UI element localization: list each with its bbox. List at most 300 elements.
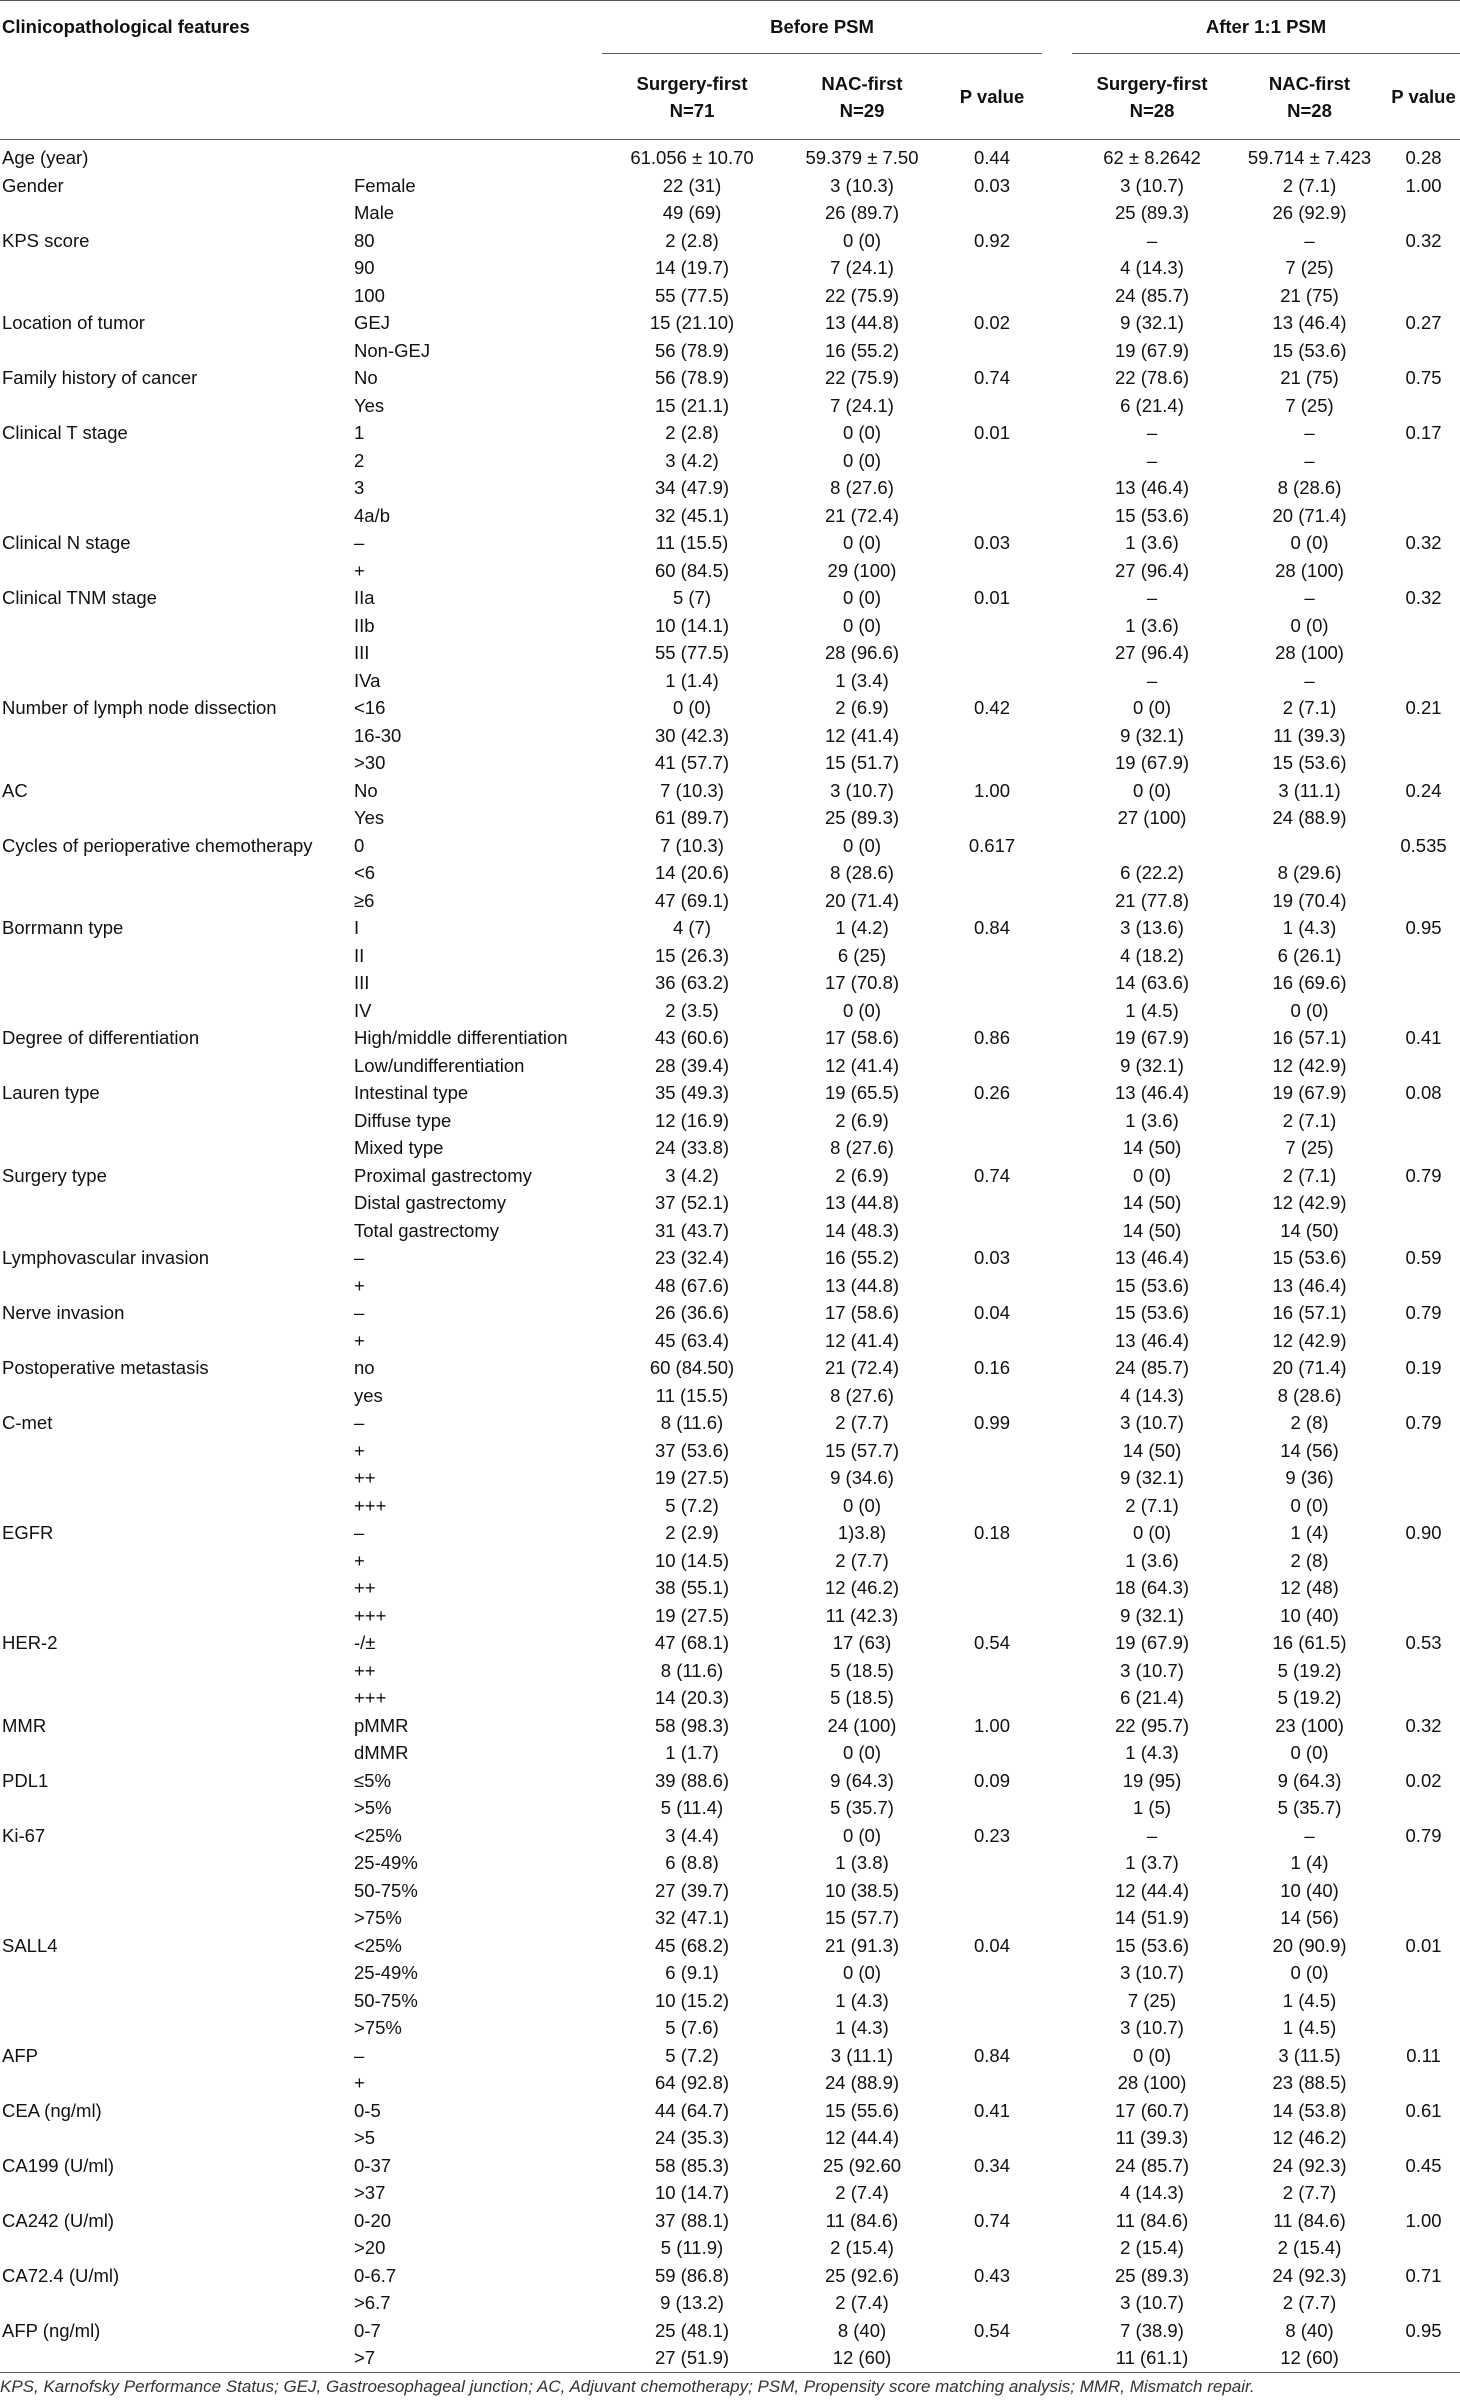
table-row xyxy=(0,722,1460,750)
surgery-first-after-cell: 24 (85.7) xyxy=(1114,2154,1190,2176)
nac-first-after-cell: 2 (8) xyxy=(1290,1549,1329,1571)
table-row xyxy=(0,859,1460,887)
surgery-first-after-cell xyxy=(1072,832,1232,860)
surgery-first-before-cell: 10 (14.5) xyxy=(654,1549,730,1571)
nac-first-before-cell: 1 (4.3) xyxy=(835,1989,889,2011)
p-value-before-cell: 0.99 xyxy=(974,1412,1011,1433)
surgery-first-after-cell: 3 (10.7) xyxy=(1120,174,1184,196)
feature-cell xyxy=(0,887,352,915)
feature-cell xyxy=(0,1547,352,1575)
p-value-before-cell xyxy=(942,2289,1042,2317)
surgery-first-before-cell: 2 (3.5) xyxy=(665,999,719,1021)
feature-column-header: Clinicopathological features xyxy=(2,16,250,37)
nac-first-after-cell: 15 (53.6) xyxy=(1272,339,1347,361)
nac-first-before-cell: 12 (41.4) xyxy=(824,1329,900,1351)
p-value-before-cell xyxy=(942,1602,1042,1630)
surgery-first-before-cell: 43 (60.6) xyxy=(654,1027,730,1048)
category-cell: 25-49% xyxy=(354,1962,418,1983)
surgery-first-after-cell: 21 (77.8) xyxy=(1114,889,1190,911)
p-value-before-cell: 0.18 xyxy=(974,1522,1011,1543)
nac-first-before-cell: 12 (41.4) xyxy=(824,724,900,746)
surgery-first-before-cell: 56 (78.9) xyxy=(654,339,730,361)
gap-cell xyxy=(1042,1437,1072,1465)
p-value-after-cell: 0.53 xyxy=(1405,1632,1442,1653)
table-row xyxy=(0,1767,1460,1795)
gap-cell xyxy=(1042,1189,1072,1217)
nac-first-before-cell: 15 (57.7) xyxy=(824,1439,900,1461)
nac-first-before-cell: 0 (0) xyxy=(842,532,882,553)
table-row xyxy=(0,1217,1460,1245)
gap-cell xyxy=(1042,1849,1072,1877)
nac-first-after-cell: 1 (4) xyxy=(1290,1852,1329,1873)
surgery-first-after-cell: 17 (60.7) xyxy=(1114,2099,1190,2121)
surgery-first-after-cell: – xyxy=(1146,422,1158,443)
p-value-before-cell: 0.74 xyxy=(974,1164,1011,1186)
feature-cell xyxy=(0,639,352,667)
gap-cell xyxy=(1042,2014,1072,2042)
p-value-after-cell: 0.08 xyxy=(1405,1082,1442,1103)
gap-cell xyxy=(1042,1244,1072,1272)
table-row xyxy=(0,1354,1460,1382)
nac-first-after-cell: 3 (11.5) xyxy=(1278,2044,1341,2066)
feature-cell: Family history of cancer xyxy=(2,367,198,388)
category-cell: >30 xyxy=(354,752,386,773)
nac-first-after-cell: 19 (67.9) xyxy=(1272,1082,1347,1103)
p-value-before-cell xyxy=(942,804,1042,832)
feature-cell xyxy=(0,282,352,310)
p-value-before-cell xyxy=(942,1849,1042,1877)
table-row xyxy=(0,1244,1460,1272)
nac-first-after-cell: 19 (70.4) xyxy=(1272,889,1347,911)
feature-cell: EGFR xyxy=(2,1522,54,1543)
nac-first-before-cell: 24 (88.9) xyxy=(824,2072,900,2093)
category-cell: >7 xyxy=(352,2344,602,2372)
category-cell: No xyxy=(354,779,378,801)
nac-first-before-cell: 12 (46.2) xyxy=(824,1577,900,1598)
p-value-before-cell xyxy=(942,997,1042,1025)
feature-cell xyxy=(0,1382,352,1410)
gap-cell xyxy=(1042,2234,1072,2262)
gap-cell xyxy=(1042,1217,1072,1245)
surgery-first-before-cell: 1 (1.7) xyxy=(665,1742,719,1763)
surgery-first-before-cell: 6 (9.1) xyxy=(665,1962,719,1983)
p-value-after-cell xyxy=(1387,1272,1460,1300)
p-value-after-cell xyxy=(1387,1382,1460,1410)
feature-cell: C-met xyxy=(2,1412,53,1433)
gap-cell xyxy=(1042,1382,1072,1410)
p-value-before-cell xyxy=(942,447,1042,475)
p-value-after-cell: 0.90 xyxy=(1405,1522,1442,1543)
table-row xyxy=(0,2207,1460,2235)
p-value-before-cell xyxy=(942,2124,1042,2152)
surgery-first-before-cell: 12 (16.9) xyxy=(654,1109,730,1131)
gap-cell xyxy=(1042,667,1072,695)
feature-cell xyxy=(0,2069,352,2097)
nac-first-after-cell: 13 (46.4) xyxy=(1272,312,1347,333)
gap-cell xyxy=(1042,2262,1072,2290)
p-value-after-cell xyxy=(1387,942,1460,970)
p-value-before-cell: 0.03 xyxy=(974,1247,1011,1268)
table-row xyxy=(0,1822,1460,1850)
gap-cell xyxy=(1042,1877,1072,1905)
surgery-first-before-cell: 32 (45.1) xyxy=(654,504,730,526)
p-value-after-cell: 0.95 xyxy=(1405,917,1442,938)
nac-first-after-cell: 2 (7.1) xyxy=(1282,1164,1337,1186)
gap-cell xyxy=(1042,1547,1072,1575)
p-value-before-cell xyxy=(942,1574,1042,1602)
nac-first-after-cell: 20 (90.9) xyxy=(1272,1934,1347,1956)
nac-first-after-cell: 10 (40) xyxy=(1280,1879,1339,1901)
category-cell: 0 xyxy=(354,834,365,856)
nac-first-before-cell: 15 (51.7) xyxy=(824,752,900,773)
nac-first-after-cell: 14 (53.8) xyxy=(1272,2099,1347,2121)
nac-first-before-cell: 2 (6.9) xyxy=(835,1109,889,1131)
feature-cell xyxy=(0,1602,352,1630)
nac-first-after-cell: 2 (7.1) xyxy=(1282,697,1337,718)
nac-first-before-cell: 1)3.8) xyxy=(837,1522,887,1543)
nac-first-before-cell: 12 (41.4) xyxy=(824,1054,900,1076)
p-value-after-cell: 0.32 xyxy=(1405,1714,1442,1736)
surgery-first-after-cell: 27 (100) xyxy=(1117,807,1187,828)
nac-first-after-cell: 0 (0) xyxy=(1290,532,1329,553)
surgery-first-before-cell: 49 (69) xyxy=(662,202,722,223)
feature-cell: PDL1 xyxy=(2,1769,49,1791)
gap-cell xyxy=(1042,172,1072,200)
gap-cell xyxy=(1042,639,1072,667)
surgery-first-before-cell: 22 (31) xyxy=(662,174,722,196)
nac-first-after-cell: 8 (28.6) xyxy=(1277,1384,1342,1406)
feature-cell xyxy=(0,1904,352,1932)
nac-first-before-cell: 16 (55.2) xyxy=(824,1247,900,1268)
nac-first-before-cell: 2 (6.9) xyxy=(835,697,889,718)
feature-cell xyxy=(0,254,352,282)
category-cell: 3 xyxy=(354,477,365,498)
p-value-before-cell xyxy=(942,2344,1042,2372)
table-row xyxy=(0,447,1460,475)
surgery-first-after-cell: 7 (25) xyxy=(1127,1989,1177,2011)
surgery-first-after-cell: 62 ± 8.2642 xyxy=(1103,147,1201,168)
surgery-first-after-cell: 3 (10.7) xyxy=(1120,2017,1184,2038)
p-value-after-cell xyxy=(1387,997,1460,1025)
nac-first-before-cell: 7 (24.1) xyxy=(830,394,894,416)
category-cell: – xyxy=(354,2044,365,2066)
p-value-after-cell xyxy=(1387,447,1460,475)
nac-first-after-cell: 21 (75) xyxy=(1280,367,1339,388)
table-row xyxy=(0,1162,1460,1190)
nac-first-after-cell: 28 (100) xyxy=(1275,559,1344,581)
surgery-first-after-cell: 3 (10.7) xyxy=(1120,1412,1184,1433)
feature-cell: CA242 (U/ml) xyxy=(2,2209,115,2231)
feature-cell xyxy=(0,942,352,970)
nac-first-before-cell: 13 (44.8) xyxy=(824,1192,900,1213)
table-row xyxy=(0,529,1460,557)
nac-first-before-cell: 0 (0) xyxy=(842,449,882,471)
nac-first-before-cell: 1 (3.8) xyxy=(835,1852,889,1873)
surgery-first-before-cell: 41 (57.7) xyxy=(654,752,730,773)
surgery-first-after-cell: 11 (39.3) xyxy=(1115,2127,1189,2148)
category-cell: 4a/b xyxy=(354,504,391,526)
category-cell: Male xyxy=(354,202,395,223)
category-cell: 90 xyxy=(354,257,375,278)
table-row xyxy=(0,2262,1460,2290)
after-psm-header: After 1:1 PSM xyxy=(1072,1,1460,54)
category-cell: Mixed type xyxy=(354,1137,444,1158)
surgery-first-before-cell: 23 (32.4) xyxy=(654,1247,730,1268)
feature-cell xyxy=(0,502,352,530)
category-cell: no xyxy=(354,1357,375,1378)
feature-cell xyxy=(0,749,352,777)
surgery-first-before-cell: 11 (15.5) xyxy=(655,532,729,553)
gap-cell xyxy=(1042,392,1072,420)
p-value-before-cell: 0.01 xyxy=(974,587,1011,608)
nac-first-after-cell: 11 (84.6) xyxy=(1273,2209,1346,2231)
nac-first-after-cell: 14 (50) xyxy=(1280,1219,1339,1241)
feature-cell xyxy=(0,1684,352,1712)
surgery-first-after-cell: 6 (21.4) xyxy=(1120,1687,1184,1708)
category-cell: Non-GEJ xyxy=(354,339,431,361)
gap-cell xyxy=(1042,1162,1072,1190)
surgery-first-after-cell: 9 (32.1) xyxy=(1120,1467,1184,1488)
p-value-after-cell xyxy=(1387,2234,1460,2262)
table-row xyxy=(0,942,1460,970)
p-value-after-cell xyxy=(1387,1464,1460,1492)
category-cell: yes xyxy=(354,1384,383,1406)
p-value-after-cell xyxy=(1387,1657,1460,1685)
table-row xyxy=(0,392,1460,420)
surgery-first-after-cell: 7 (38.9) xyxy=(1120,2319,1184,2341)
blank-header xyxy=(0,54,352,140)
p-value-after-cell xyxy=(1387,2069,1460,2097)
nac-first-after-cell: 14 (56) xyxy=(1280,1907,1339,1928)
gap-cell xyxy=(1042,227,1072,255)
table-row xyxy=(0,887,1460,915)
table-row xyxy=(0,1272,1460,1300)
gap-cell xyxy=(1042,1464,1072,1492)
surgery-first-after-cell: 9 (32.1) xyxy=(1120,1604,1184,1626)
surgery-first-before-cell: 58 (85.3) xyxy=(654,2154,730,2176)
category-cell: IV xyxy=(354,999,372,1021)
surgery-first-after-cell: 19 (95) xyxy=(1122,1769,1182,1791)
nac-first-before-cell: 8 (40) xyxy=(837,2319,887,2341)
p-value-before-cell xyxy=(942,1657,1042,1685)
p-value-before-cell xyxy=(942,1904,1042,1932)
nac-first-after-cell: 20 (71.4) xyxy=(1272,1357,1347,1378)
surgery-first-after-cell: 4 (18.2) xyxy=(1120,944,1184,966)
feature-cell xyxy=(0,1437,352,1465)
feature-cell xyxy=(0,859,352,887)
nac-first-after-cell: 1 (4.5) xyxy=(1282,1989,1337,2011)
surgery-first-before-cell: 5 (7) xyxy=(672,587,712,608)
feature-cell xyxy=(0,1052,352,1080)
gap-cell xyxy=(1042,474,1072,502)
p-value-after-cell xyxy=(1387,1547,1460,1575)
nac-first-before-cell: 3 (10.7) xyxy=(830,779,894,801)
table-row xyxy=(0,364,1460,392)
category-cell: + xyxy=(354,1274,365,1296)
p-value-after-cell xyxy=(1387,1134,1460,1162)
p-value-after-cell xyxy=(1387,804,1460,832)
p-value-after-cell: 0.61 xyxy=(1405,2099,1442,2121)
gap-cell xyxy=(1042,2124,1072,2152)
gap-cell xyxy=(1042,1574,1072,1602)
feature-cell: Cycles of perioperative chemotherapy xyxy=(2,834,313,856)
surgery-first-after-cell: 0 (0) xyxy=(1132,697,1172,718)
surgery-first-before-cell: 14 (20.3) xyxy=(654,1687,730,1708)
surgery-first-after-cell: 24 (85.7) xyxy=(1114,1357,1190,1378)
feature-cell: Surgery type xyxy=(2,1164,107,1186)
feature-cell xyxy=(0,2179,352,2207)
feature-cell: AFP (ng/ml) xyxy=(2,2319,101,2341)
surgery-first-before-cell: 6 (8.8) xyxy=(665,1852,719,1873)
feature-cell xyxy=(0,804,352,832)
feature-cell: Postoperative metastasis xyxy=(2,1357,209,1378)
gap-cell xyxy=(1042,2152,1072,2180)
gap-cell xyxy=(1042,859,1072,887)
category-cell: Low/undifferentiation xyxy=(354,1054,525,1076)
surgery-first-after-cell: – xyxy=(1146,449,1158,471)
gap-cell xyxy=(1042,1492,1072,1520)
category-cell: GEJ xyxy=(354,312,390,333)
feature-cell xyxy=(0,447,352,475)
feature-cell: Ki-67 xyxy=(2,1824,46,1846)
nac-first-after-cell: – xyxy=(1304,1824,1315,1846)
nac-first-before-cell: 9 (64.3) xyxy=(830,1769,894,1791)
p-value-before-cell: 0.42 xyxy=(974,697,1011,718)
p-value-before-cell xyxy=(942,612,1042,640)
surgery-first-before-cell: 5 (7.2) xyxy=(665,2044,719,2066)
surgery-first-before-cell: 8 (11.6) xyxy=(660,1412,724,1433)
header-row-columns xyxy=(0,54,1460,140)
nac-first-after-cell: 26 (92.9) xyxy=(1272,202,1347,223)
col-header-surgery-first-before: Surgery-first N=71 xyxy=(636,72,748,121)
surgery-first-after-cell: 15 (53.6) xyxy=(1114,1302,1190,1323)
table-row xyxy=(0,337,1460,365)
surgery-first-before-cell: 45 (68.2) xyxy=(654,1934,730,1956)
p-value-before-cell xyxy=(942,969,1042,997)
surgery-first-after-cell: 1 (3.6) xyxy=(1125,532,1179,553)
feature-cell xyxy=(0,667,352,695)
p-value-before-cell xyxy=(942,1217,1042,1245)
gap-cell xyxy=(1042,1712,1072,1740)
category-cell: 2 xyxy=(354,449,365,471)
p-value-before-cell xyxy=(942,1739,1042,1767)
surgery-first-before-cell: 24 (35.3) xyxy=(654,2127,730,2148)
feature-cell xyxy=(0,1877,352,1905)
feature-cell xyxy=(0,1134,352,1162)
nac-first-after-cell: – xyxy=(1304,669,1315,691)
surgery-first-after-cell: 6 (21.4) xyxy=(1120,394,1184,416)
surgery-first-after-cell: 3 (13.6) xyxy=(1120,917,1184,938)
nac-first-after-cell: 7 (25) xyxy=(1285,257,1334,278)
surgery-first-after-cell: 1 (3.6) xyxy=(1125,1109,1179,1131)
table-row xyxy=(0,2317,1460,2345)
gap-cell xyxy=(1042,557,1072,585)
table-body xyxy=(0,140,1460,2373)
category-cell: 100 xyxy=(354,284,385,306)
surgery-first-after-cell: 1 (3.6) xyxy=(1125,1549,1179,1571)
nac-first-after-cell: 16 (57.1) xyxy=(1272,1302,1347,1323)
surgery-first-before-cell: 35 (49.3) xyxy=(654,1082,730,1103)
feature-cell xyxy=(0,1849,352,1877)
nac-first-after-cell: 59.714 ± 7.423 xyxy=(1247,147,1372,168)
col-header-p-before: P value xyxy=(959,86,1025,107)
category-cell: 1 xyxy=(354,422,365,443)
feature-cell xyxy=(0,2289,352,2317)
category-cell: >6.7 xyxy=(354,2292,391,2313)
surgery-first-before-cell: 14 (20.6) xyxy=(654,862,730,883)
category-cell: 0-20 xyxy=(354,2209,392,2231)
surgery-first-before-cell: 2 (2.9) xyxy=(665,1522,719,1543)
category-cell: 25-49% xyxy=(354,1852,418,1873)
surgery-first-before-cell: 19 (27.5) xyxy=(654,1604,730,1626)
p-value-after-cell xyxy=(1387,1987,1460,2015)
category-cell: >5% xyxy=(354,1797,392,1818)
surgery-first-before-cell: 2 (2.8) xyxy=(665,229,719,251)
p-value-before-cell xyxy=(942,1189,1042,1217)
surgery-first-before-cell: 11 (15.5) xyxy=(655,1384,729,1406)
feature-cell xyxy=(0,969,352,997)
surgery-first-after-cell: 6 (22.2) xyxy=(1120,862,1184,883)
category-cell: 16-30 xyxy=(354,724,402,746)
table-row xyxy=(0,1739,1460,1767)
p-value-before-cell: 0.41 xyxy=(974,2099,1011,2121)
surgery-first-after-cell: 0 (0) xyxy=(1132,2044,1172,2066)
p-value-before-cell: 0.03 xyxy=(974,532,1011,553)
surgery-first-before-cell: 1 (1.4) xyxy=(665,669,719,691)
p-value-after-cell xyxy=(1387,1492,1460,1520)
p-value-before-cell xyxy=(942,749,1042,777)
feature-cell xyxy=(0,722,352,750)
feature-cell: SALL4 xyxy=(2,1934,58,1956)
p-value-after-cell: 0.95 xyxy=(1405,2319,1442,2341)
surgery-first-before-cell: 31 (43.7) xyxy=(654,1219,730,1241)
surgery-first-before-cell: 37 (52.1) xyxy=(654,1192,730,1213)
surgery-first-after-cell: 4 (14.3) xyxy=(1120,1384,1184,1406)
surgery-first-before-cell: 5 (7.6) xyxy=(665,2017,719,2038)
p-value-before-cell xyxy=(942,1877,1042,1905)
nac-first-before-cell: 8 (28.6) xyxy=(830,862,894,883)
table-row xyxy=(0,2179,1460,2207)
nac-first-before-cell: 0 (0) xyxy=(842,587,882,608)
nac-first-before-cell: 5 (18.5) xyxy=(830,1659,894,1681)
nac-first-after-cell: 11 (39.3) xyxy=(1273,724,1346,746)
surgery-first-after-cell: 22 (78.6) xyxy=(1114,367,1190,388)
surgery-first-before-cell: 56 (78.9) xyxy=(654,367,730,388)
nac-first-before-cell: 26 (89.7) xyxy=(824,202,900,223)
p-value-before-cell xyxy=(942,2014,1042,2042)
nac-first-before-cell: 17 (70.8) xyxy=(824,972,900,993)
col-header-nac-first-before: NAC-first N=29 xyxy=(821,72,903,121)
category-cell: I xyxy=(354,917,360,938)
table-row xyxy=(0,140,1460,172)
p-value-before-cell: 0.54 xyxy=(974,1632,1011,1653)
before-psm-header: Before PSM xyxy=(602,1,1042,54)
surgery-first-before-cell: 38 (55.1) xyxy=(654,1577,730,1598)
surgery-first-after-cell: 19 (67.9) xyxy=(1114,339,1190,361)
nac-first-after-cell: 16 (69.6) xyxy=(1272,972,1347,993)
gap-cell xyxy=(1042,1932,1072,1960)
nac-first-before-cell: 8 (27.6) xyxy=(830,1384,894,1406)
p-value-before-cell xyxy=(942,1987,1042,2015)
surgery-first-after-cell: 0 (0) xyxy=(1132,779,1172,801)
surgery-first-after-cell: 3 (10.7) xyxy=(1120,2292,1184,2313)
table-row xyxy=(0,1602,1460,1630)
group-gap xyxy=(1042,1,1072,54)
nac-first-after-cell: 24 (92.3) xyxy=(1272,2264,1347,2286)
p-value-after-cell xyxy=(1387,474,1460,502)
feature-cell: Clinical T stage xyxy=(2,422,128,443)
nac-first-after-cell: 2 (7.1) xyxy=(1282,174,1337,196)
